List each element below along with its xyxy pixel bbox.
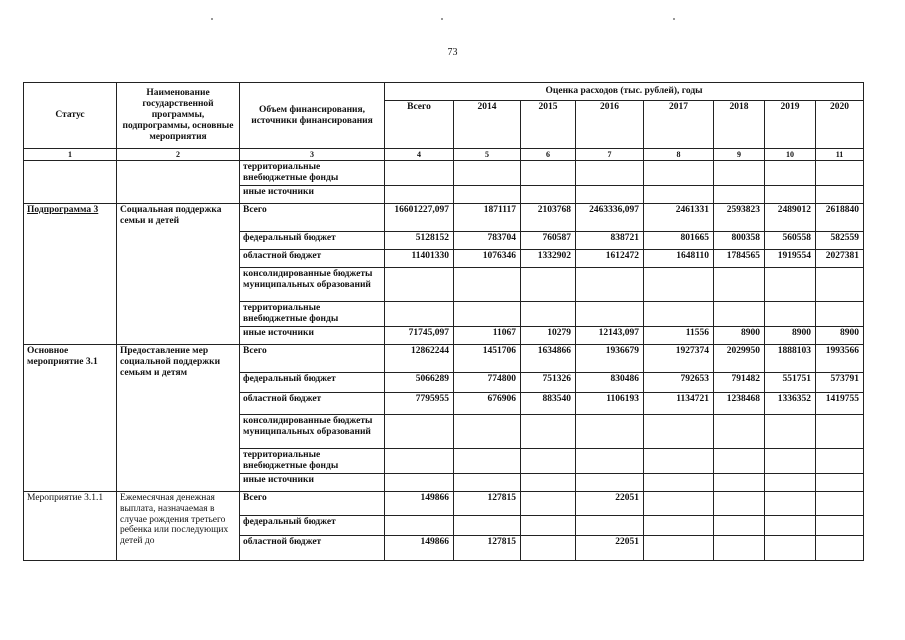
year-value-cell — [816, 302, 864, 327]
year-value-cell — [454, 473, 521, 491]
year-value-cell: 830486 — [576, 372, 644, 392]
year-value-cell: 801665 — [644, 232, 714, 250]
column-number: 3 — [240, 149, 385, 161]
year-value-cell — [454, 515, 521, 535]
year-value-cell — [521, 491, 576, 515]
year-value-cell: 791482 — [714, 372, 765, 392]
total-value-cell — [385, 414, 454, 448]
funding-source-cell: иные источники — [240, 473, 385, 491]
year-value-cell — [765, 302, 816, 327]
year-value-cell: 22051 — [576, 491, 644, 515]
year-value-cell: 774800 — [454, 372, 521, 392]
header-year: 2019 — [765, 101, 816, 149]
status-cell — [24, 161, 117, 204]
year-value-cell — [714, 414, 765, 448]
year-value-cell: 560558 — [765, 232, 816, 250]
year-value-cell — [714, 448, 765, 473]
year-value-cell — [765, 268, 816, 302]
funding-source-cell: иные источники — [240, 326, 385, 344]
column-number: 11 — [816, 149, 864, 161]
total-value-cell — [385, 268, 454, 302]
year-value-cell — [714, 535, 765, 560]
funding-source-cell: территориальные внебюджетные фонды — [240, 302, 385, 327]
year-value-cell: 1076346 — [454, 250, 521, 268]
year-value-cell — [816, 473, 864, 491]
funding-source-cell: территориальные внебюджетные фонды — [240, 161, 385, 186]
year-value-cell: 1784565 — [714, 250, 765, 268]
total-value-cell: 71745,097 — [385, 326, 454, 344]
year-value-cell: 8900 — [816, 326, 864, 344]
year-value-cell — [644, 535, 714, 560]
funding-source-cell: областной бюджет — [240, 392, 385, 414]
budget-table — [23, 82, 864, 561]
year-value-cell — [644, 414, 714, 448]
year-value-cell: 1332902 — [521, 250, 576, 268]
year-value-cell — [765, 473, 816, 491]
year-value-cell — [454, 448, 521, 473]
year-value-cell — [765, 535, 816, 560]
column-number: 6 — [521, 149, 576, 161]
year-value-cell — [521, 414, 576, 448]
total-value-cell — [385, 448, 454, 473]
year-value-cell — [714, 268, 765, 302]
year-value-cell — [521, 535, 576, 560]
year-value-cell — [714, 186, 765, 204]
year-value-cell — [644, 268, 714, 302]
year-value-cell — [816, 161, 864, 186]
year-value-cell: 2618840 — [816, 204, 864, 232]
year-value-cell — [644, 491, 714, 515]
year-value-cell: 2593823 — [714, 204, 765, 232]
year-value-cell: 2463336,097 — [576, 204, 644, 232]
funding-source-cell: территориальные внебюджетные фонды — [240, 448, 385, 473]
header-name: Наименование государственной программы, подпрограммы, основные мероприятия — [117, 83, 240, 149]
year-value-cell — [454, 186, 521, 204]
year-value-cell: 551751 — [765, 372, 816, 392]
year-value-cell — [576, 268, 644, 302]
year-value-cell: 883540 — [521, 392, 576, 414]
year-value-cell: 1871117 — [454, 204, 521, 232]
year-value-cell — [765, 491, 816, 515]
year-value-cell — [576, 473, 644, 491]
year-value-cell: 11067 — [454, 326, 521, 344]
year-value-cell — [644, 473, 714, 491]
year-value-cell: 1106193 — [576, 392, 644, 414]
total-value-cell: 149866 — [385, 491, 454, 515]
header-year: 2017 — [644, 101, 714, 149]
year-value-cell — [644, 515, 714, 535]
program-name-cell: Предоставление мер социальной поддержки семьям и детям — [117, 344, 240, 491]
year-value-cell — [714, 302, 765, 327]
year-value-cell: 22051 — [576, 535, 644, 560]
year-value-cell: 751326 — [521, 372, 576, 392]
funding-source-cell: Всего — [240, 491, 385, 515]
year-value-cell — [454, 268, 521, 302]
year-value-cell — [765, 448, 816, 473]
year-value-cell — [454, 414, 521, 448]
total-value-cell: 149866 — [385, 535, 454, 560]
funding-source-cell: федеральный бюджет — [240, 232, 385, 250]
year-value-cell — [644, 302, 714, 327]
year-value-cell — [816, 186, 864, 204]
total-value-cell — [385, 515, 454, 535]
year-value-cell — [576, 186, 644, 204]
year-value-cell: 1451706 — [454, 344, 521, 372]
funding-source-cell: областной бюджет — [240, 535, 385, 560]
column-number: 5 — [454, 149, 521, 161]
year-value-cell — [765, 515, 816, 535]
year-value-cell: 127815 — [454, 535, 521, 560]
year-value-cell: 1888103 — [765, 344, 816, 372]
year-value-cell: 760587 — [521, 232, 576, 250]
column-number: 1 — [24, 149, 117, 161]
total-value-cell — [385, 186, 454, 204]
year-value-cell: 573791 — [816, 372, 864, 392]
header-source: Объем финансирования, источники финансирования — [240, 83, 385, 149]
total-value-cell — [385, 302, 454, 327]
year-value-cell: 838721 — [576, 232, 644, 250]
total-value-cell — [385, 473, 454, 491]
year-value-cell — [816, 515, 864, 535]
scan-speck — [673, 18, 675, 20]
year-value-cell: 1993566 — [816, 344, 864, 372]
table-row — [24, 491, 864, 515]
funding-source-cell: федеральный бюджет — [240, 515, 385, 535]
year-value-cell: 1936679 — [576, 344, 644, 372]
year-value-cell — [576, 161, 644, 186]
column-number: 4 — [385, 149, 454, 161]
column-number: 2 — [117, 149, 240, 161]
year-value-cell: 1927374 — [644, 344, 714, 372]
year-value-cell: 2461331 — [644, 204, 714, 232]
year-value-cell — [816, 268, 864, 302]
status-cell: Подпрограмма 3 — [24, 204, 117, 345]
year-value-cell: 676906 — [454, 392, 521, 414]
header-status: Статус — [24, 83, 117, 149]
header-year: 2020 — [816, 101, 864, 149]
year-value-cell: 2027381 — [816, 250, 864, 268]
funding-source-cell: консолидированные бюджеты муниципальных образований — [240, 268, 385, 302]
year-value-cell — [765, 186, 816, 204]
header-year: 2015 — [521, 101, 576, 149]
year-value-cell: 10279 — [521, 326, 576, 344]
status-cell: Основное мероприятие 3.1 — [24, 344, 117, 491]
year-value-cell: 8900 — [714, 326, 765, 344]
year-value-cell: 12143,097 — [576, 326, 644, 344]
year-value-cell: 1134721 — [644, 392, 714, 414]
year-value-cell — [816, 414, 864, 448]
program-name-cell: Ежемесячная денежная выплата, назначаемая в случае рождения третьего ребенка или последующих детей до — [117, 491, 240, 560]
total-value-cell: 5066289 — [385, 372, 454, 392]
header-expenses: Оценка расходов (тыс. рублей), годы — [385, 83, 864, 101]
status-cell: Мероприятие 3.1.1 — [24, 491, 117, 560]
column-number: 8 — [644, 149, 714, 161]
total-value-cell: 7795955 — [385, 392, 454, 414]
year-value-cell — [644, 186, 714, 204]
year-value-cell — [765, 161, 816, 186]
funding-source-cell: консолидированные бюджеты муниципальных образований — [240, 414, 385, 448]
year-value-cell: 792653 — [644, 372, 714, 392]
year-value-cell: 127815 — [454, 491, 521, 515]
year-value-cell — [816, 491, 864, 515]
year-value-cell — [576, 448, 644, 473]
column-numbers-row — [24, 149, 864, 161]
year-value-cell: 1612472 — [576, 250, 644, 268]
year-value-cell — [714, 515, 765, 535]
column-number: 7 — [576, 149, 644, 161]
funding-source-cell: иные источники — [240, 186, 385, 204]
header-year: 2016 — [576, 101, 644, 149]
total-value-cell: 12862244 — [385, 344, 454, 372]
year-value-cell — [521, 473, 576, 491]
year-value-cell — [714, 161, 765, 186]
funding-source-cell: Всего — [240, 204, 385, 232]
total-value-cell: 11401330 — [385, 250, 454, 268]
year-value-cell: 2103768 — [521, 204, 576, 232]
table-body — [24, 161, 864, 561]
year-value-cell — [576, 414, 644, 448]
year-value-cell: 1238468 — [714, 392, 765, 414]
scan-speck — [441, 18, 443, 20]
year-value-cell: 1634866 — [521, 344, 576, 372]
table-row — [24, 204, 864, 232]
year-value-cell — [576, 302, 644, 327]
header-year-total: Всего — [385, 101, 454, 149]
year-value-cell: 800358 — [714, 232, 765, 250]
year-value-cell — [644, 161, 714, 186]
program-name-cell — [117, 161, 240, 204]
year-value-cell — [521, 448, 576, 473]
year-value-cell — [521, 161, 576, 186]
header-year: 2018 — [714, 101, 765, 149]
year-value-cell — [816, 448, 864, 473]
year-value-cell: 783704 — [454, 232, 521, 250]
year-value-cell: 1919554 — [765, 250, 816, 268]
year-value-cell — [521, 515, 576, 535]
year-value-cell — [521, 268, 576, 302]
header-row — [24, 83, 864, 101]
year-value-cell — [454, 161, 521, 186]
funding-source-cell: федеральный бюджет — [240, 372, 385, 392]
year-value-cell: 2489012 — [765, 204, 816, 232]
year-value-cell — [644, 448, 714, 473]
table-row — [24, 161, 864, 186]
total-value-cell: 5128152 — [385, 232, 454, 250]
funding-source-cell: Всего — [240, 344, 385, 372]
year-value-cell: 582559 — [816, 232, 864, 250]
year-value-cell — [765, 414, 816, 448]
year-value-cell: 1336352 — [765, 392, 816, 414]
year-value-cell: 1419755 — [816, 392, 864, 414]
header-year: 2014 — [454, 101, 521, 149]
year-value-cell — [714, 473, 765, 491]
year-value-cell: 1648110 — [644, 250, 714, 268]
year-value-cell: 8900 — [765, 326, 816, 344]
total-value-cell: 16601227,097 — [385, 204, 454, 232]
scan-speck — [211, 18, 213, 20]
year-value-cell — [454, 302, 521, 327]
column-number: 10 — [765, 149, 816, 161]
year-value-cell — [576, 515, 644, 535]
year-value-cell — [521, 186, 576, 204]
year-value-cell — [816, 535, 864, 560]
table-row — [24, 344, 864, 372]
funding-source-cell: областной бюджет — [240, 250, 385, 268]
program-name-cell: Социальная поддержка семьи и детей — [117, 204, 240, 345]
column-number: 9 — [714, 149, 765, 161]
year-value-cell: 11556 — [644, 326, 714, 344]
page-number: 73 — [447, 47, 458, 58]
year-value-cell: 2029950 — [714, 344, 765, 372]
total-value-cell — [385, 161, 454, 186]
year-value-cell — [521, 302, 576, 327]
year-value-cell — [714, 491, 765, 515]
